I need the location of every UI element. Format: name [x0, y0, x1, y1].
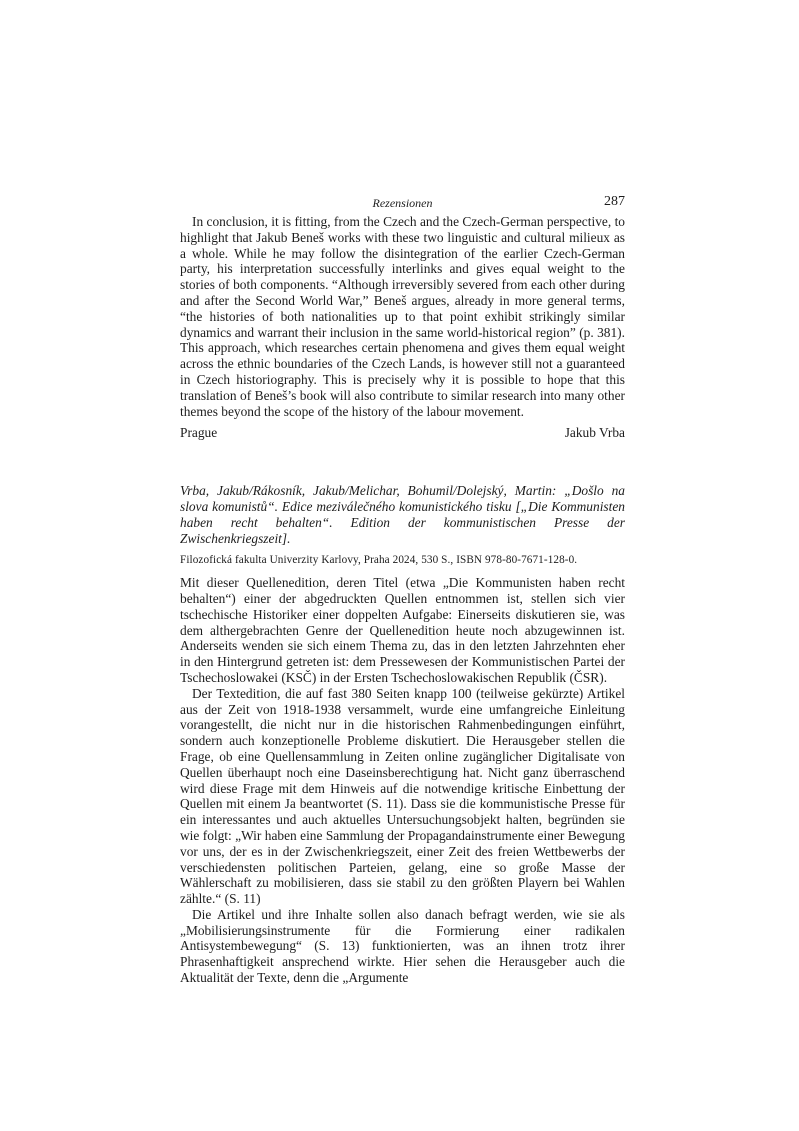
review-paragraph-3: Die Artikel und ihre Inhalte sollen also danach befragt werden, wie sie als „Mobilisierungsinstrumente für die Formierung einer radikalen Antisystembewegung“ (S. 13) funktionierten, was an ihnen trotz ihrer Phrasenhaftigkeit ansprechend wirkte. Hier sehen die Herausgeber auch die Aktualität der Texte, denn die „Argumente: [180, 906, 625, 986]
review-paragraph-1: Mit dieser Quellenedition, deren Titel (etwa „Die Kommunisten haben recht behalten“) einer der abgedruckten Quellen entnommen ist, stellen sich vier tschechische Historiker einer doppelten Aufgabe: Einerseits diskutieren sie, was dem althergebrachten Genre der Quellenedition heute noch abzugewinnen ist. Anderseits wenden sie sich einem Thema zu, das in den letzten Jahrzehnten eher in den Hintergrund getreten ist: dem Pressewesen der Kommunistischen Partei der Tschechoslowakei (KSČ) in der Ersten Tschechoslowakischen Republik (ČSR).: [180, 575, 625, 685]
review-bibliographic-heading: Vrba, Jakub/Rákosník, Jakub/Melichar, Bohumil/Dolejský, Martin: „Došlo na slova komunistů“. Edice meziválečného komunistického tisku [„Die Kommunisten haben recht behalten“. Edition der kommunistischen Presse der Zwischenkriegszeit].: [180, 483, 625, 547]
page: [180, 194, 625, 986]
page-number: 287: [604, 194, 625, 209]
signoff-place: Prague: [180, 425, 218, 441]
review-paragraph-2: Der Textedition, die auf fast 380 Seiten knapp 100 (teilweise gekürzte) Artikel aus der Zeit von 1918-1938 versammelt, wurde eine umfangreiche Einleitung vorangestellt, die nicht nur in die historischen Rahmenbedingungen einführt, sondern auch konzeptionelle Probleme diskutiert. Die Herausgeber stellen die Frage, ob eine Quellensammlung in Zeiten online zugänglicher Digitalisate von Quellen überhaupt noch eine Daseinsberechtigung hat. Nicht ganz überraschend wird diese Frage mit dem Hinweis auf die notwendige kritische Einbettung der Quellen mit einem Ja beantwortet (S. 11). Dass sie die kommunistische Presse für ein interessantes und auch aktuelles Untersuchungsobjekt halten, begründen sie wie folgt: „Wir haben eine Sammlung der Propagandainstrumente einer Bewegung vor uns, der es in der Zwischenkriegszeit, einer Zeit des freien Wettbewerbs der verschiedensten politischen Parteien, gelang, eine so große Masse der Wählerschaft zu mobilisieren, dass sie stabil zu den größten Playern bei Wahlen zählte.“ (S. 11): [180, 685, 625, 907]
running-header: [180, 194, 625, 214]
review-publication-info: Filozofická fakulta Univerzity Karlovy, Praha 2024, 530 S., ISBN 978-80-7671-128-0.: [180, 554, 578, 567]
conclusion-paragraph: In conclusion, it is fitting, from the Czech and the Czech-German perspective, to highlight that Jakub Beneš works with these two linguistic and cultural milieux as a whole. While he may follow the disintegration of the earlier Czech-German party, his interpretation successfully interlinks and gives equal weight to the stories of both components. “Although irreversibly severed from each other during and after the Second World War,” Beneš argues, already in more general terms, “the histories of both nationalities up to that point exhibit strikingly similar dynamics and warrant their inclusion in the same world-historical region” (p. 381). This approach, which researches certain phenomena and gives them equal weight across the ethnic boundaries of the Czech Lands, is however still not a guaranteed in Czech historiography. This is precisely why it is possible to hope that this translation of Beneš’s book will also contribute to similar research into many other themes beyond the scope of the history of the labour movement.: [180, 214, 625, 419]
signoff-author: Jakub Vrba: [564, 425, 625, 441]
review-signoff: [180, 425, 625, 441]
running-title: Rezensionen: [372, 196, 433, 210]
